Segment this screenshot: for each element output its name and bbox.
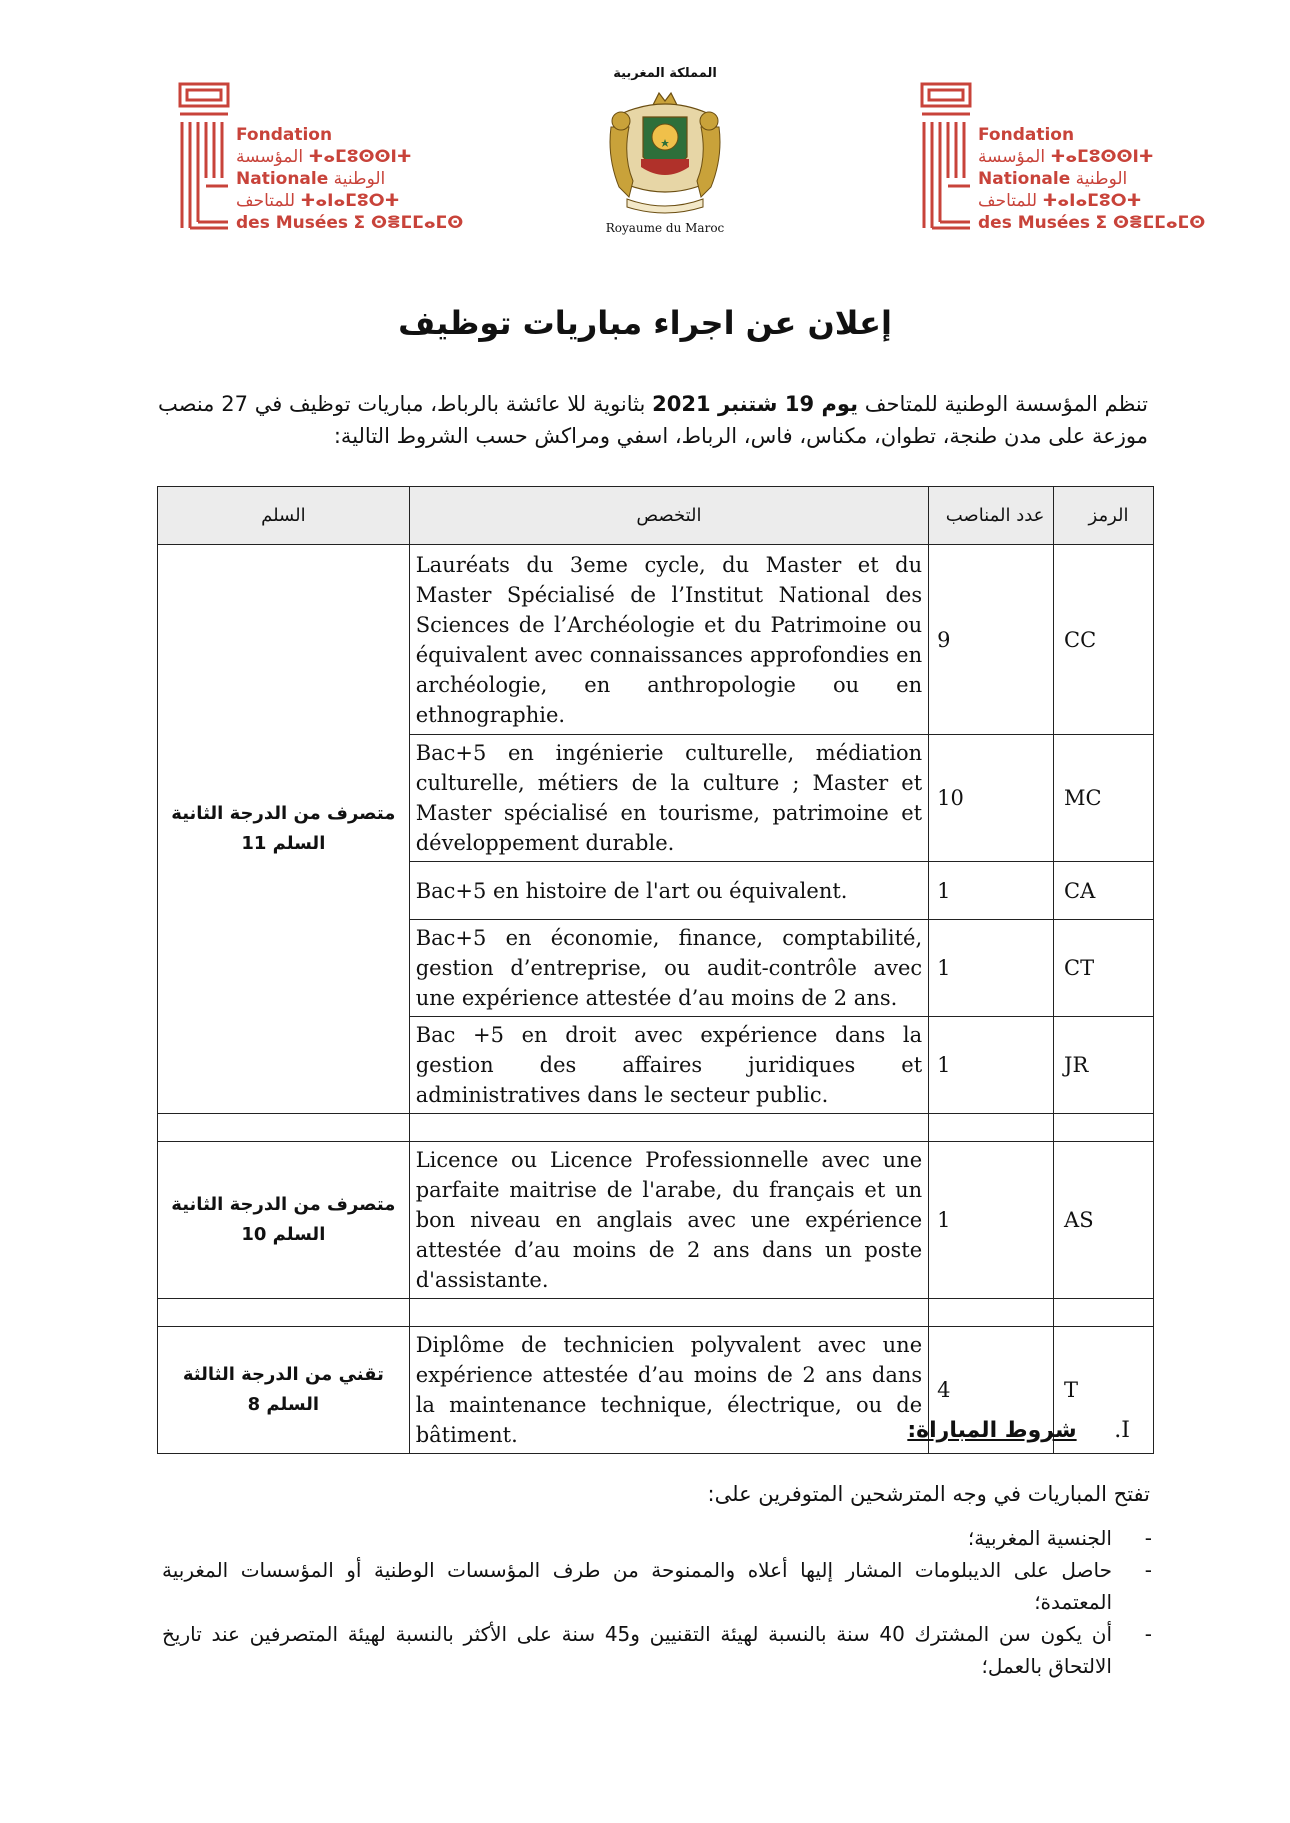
code-cell: MC	[1054, 735, 1154, 862]
header-specialty: التخصص	[409, 487, 928, 545]
logo-line3-tif: ⵜⴰⵏⴰⵎⵓⵔⵜ	[300, 191, 400, 211]
count-cell: 10	[929, 735, 1054, 862]
logo-line4-tif: ⵉ ⵙⴻⵎⵎⴰⵎⵙ	[1095, 213, 1206, 233]
logo-line2-fr: Nationale	[978, 169, 1071, 189]
page-title: إعلان عن اجراء مباريات توظيف	[398, 304, 892, 342]
foundation-logo-left	[178, 82, 464, 233]
specialty-cell: Lauréats du 3eme cycle, du Master et du Master Spécialisé de l’Institut National des Sciences de l’Archéologie et du Patrimoine ou équivalent avec connaissances approfondies en archéologie, en anthropologie ou en ethnographie.	[409, 545, 928, 735]
count-cell: 9	[929, 545, 1054, 735]
conditions-intro: تفتح المباريات في وجه المترشحين المتوفرين على:	[707, 1482, 1150, 1506]
code-cell: AS	[1054, 1142, 1154, 1299]
logo-line2-ar: الوطنية	[1075, 169, 1128, 189]
table-row	[158, 545, 1154, 735]
code-cell: CC	[1054, 545, 1154, 735]
grade-line2: السلم 11	[241, 833, 326, 854]
positions-table	[157, 486, 1154, 1454]
logo-line4-fr: des Musées	[236, 213, 349, 233]
foundation-logo-right	[920, 82, 1206, 233]
logo-line4-tif: ⵉ ⵙⴻⵎⵎⴰⵎⵙ	[353, 213, 464, 233]
foundation-logo-mark-icon	[920, 82, 972, 232]
intro-date: يوم 19 شتنبر 2021	[652, 392, 858, 416]
conditions-list	[162, 1522, 1152, 1682]
logo-line2-fr: Nationale	[236, 169, 329, 189]
list-item	[162, 1554, 1152, 1618]
specialty-cell: Bac+5 en histoire de l'art ou équivalent.	[409, 862, 928, 920]
header-count: عدد المناصب	[929, 487, 1054, 545]
grade-line1: تقني من الدرجة الثالثة	[182, 1364, 384, 1385]
list-dash: -	[1144, 1622, 1152, 1646]
grade-line1: متصرف من الدرجة الثانية	[171, 1194, 396, 1215]
code-cell: T	[1054, 1327, 1154, 1454]
specialty-cell: Bac +5 en droit avec expérience dans la gestion des affaires juridiques et administratives dans le secteur public.	[409, 1017, 928, 1114]
code-cell: JR	[1054, 1017, 1154, 1114]
logo-line1-tif: ⵜⴰⵎⵓⵙⵙⵏⵜ	[308, 147, 412, 167]
coat-of-arms-icon	[603, 87, 727, 217]
list-item-text: حاصل على الديبلومات المشار إليها أعلاه والممنوحة من طرف المؤسسات الوطنية أو المؤسسات المغربية المعتمدة؛	[162, 1558, 1112, 1614]
header-code: الرمز	[1054, 487, 1154, 545]
logo-line1-ar: المؤسسة	[236, 147, 304, 167]
logo-line1-tif: ⵜⴰⵎⵓⵙⵙⵏⵜ	[1050, 147, 1154, 167]
count-cell: 1	[929, 862, 1054, 920]
conditions-heading	[907, 1418, 1130, 1443]
intro-part1: تنظم المؤسسة الوطنية للمتاحف	[857, 392, 1148, 416]
table-row	[158, 1142, 1154, 1299]
grade-line1: متصرف من الدرجة الثانية	[171, 803, 396, 824]
logo-line3-tif: ⵜⴰⵏⴰⵎⵓⵔⵜ	[1042, 191, 1142, 211]
grade-cell	[158, 545, 410, 1114]
header-grade: السلم	[158, 487, 410, 545]
list-dash: -	[1144, 1526, 1152, 1550]
table-spacer-row	[158, 1299, 1154, 1327]
code-cell: CT	[1054, 920, 1154, 1017]
logo-line4-fr: des Musées	[978, 213, 1091, 233]
grade-cell	[158, 1327, 410, 1454]
grade-line2: السلم 8	[247, 1394, 320, 1415]
specialty-cell: Bac+5 en ingénierie culturelle, médiation culturelle, métiers de la culture ; Master et Master spécialisé en tourisme, patrimoine et développement durable.	[409, 735, 928, 862]
specialty-cell: Licence ou Licence Professionnelle avec une parfaite maitrise de l'arabe, du français et un bon niveau en anglais avec une expérience attestée d’au moins de 2 ans dans un poste d'assistante.	[409, 1142, 928, 1299]
list-item	[162, 1618, 1152, 1682]
list-item	[162, 1522, 1152, 1554]
list-dash: -	[1144, 1558, 1152, 1582]
logo-line1-fr: Fondation	[236, 125, 333, 145]
table-header-row	[158, 487, 1154, 545]
count-cell: 4	[929, 1327, 1054, 1454]
code-cell: CA	[1054, 862, 1154, 920]
list-item-text: الجنسية المغربية؛	[967, 1526, 1112, 1550]
intro-part2: بثانوية للا عائشة بالرباط، مباريات توظيف في 27 منصب موزعة على مدن طنجة، تطوان، مكناس، فاس، الرباط، اسفي ومراكش حسب الشروط التالية:	[158, 392, 1148, 448]
logo-line3-ar: للمتاحف	[236, 191, 296, 211]
specialty-cell: Bac+5 en économie, finance, comptabilité, gestion d’entreprise, ou audit-contrôle avec une expérience attestée d’au moins de 2 ans.	[409, 920, 928, 1017]
count-cell: 1	[929, 920, 1054, 1017]
kingdom-name-fr: Royaume du Maroc	[605, 221, 725, 235]
grade-cell	[158, 1142, 410, 1299]
section-title: شروط المباراة:	[907, 1418, 1077, 1443]
count-cell: 1	[929, 1017, 1054, 1114]
logo-line1-fr: Fondation	[978, 125, 1075, 145]
intro-paragraph	[158, 388, 1148, 452]
kingdom-name-ar: المملكة المغربية	[613, 66, 717, 81]
logo-line3-ar: للمتاحف	[978, 191, 1038, 211]
logo-line1-ar: المؤسسة	[978, 147, 1046, 167]
section-number: I.	[1114, 1418, 1130, 1443]
list-item-text: أن يكون سن المشترك 40 سنة بالنسبة لهيئة التقنيين و45 سنة على الأكثر بالنسبة لهيئة المتصرفين عند تاريخ الالتحاق بالعمل؛	[162, 1622, 1113, 1678]
count-cell: 1	[929, 1142, 1054, 1299]
specialty-cell: Diplôme de technicien polyvalent avec une expérience attestée d’au moins de 2 ans dans la maintenance technique, électrique, ou de bâtiment.	[409, 1327, 928, 1454]
table-spacer-row	[158, 1114, 1154, 1142]
kingdom-crest	[600, 66, 730, 246]
foundation-logo-mark-icon	[178, 82, 230, 232]
grade-line2: السلم 10	[241, 1224, 326, 1245]
logo-line2-ar: الوطنية	[333, 169, 386, 189]
